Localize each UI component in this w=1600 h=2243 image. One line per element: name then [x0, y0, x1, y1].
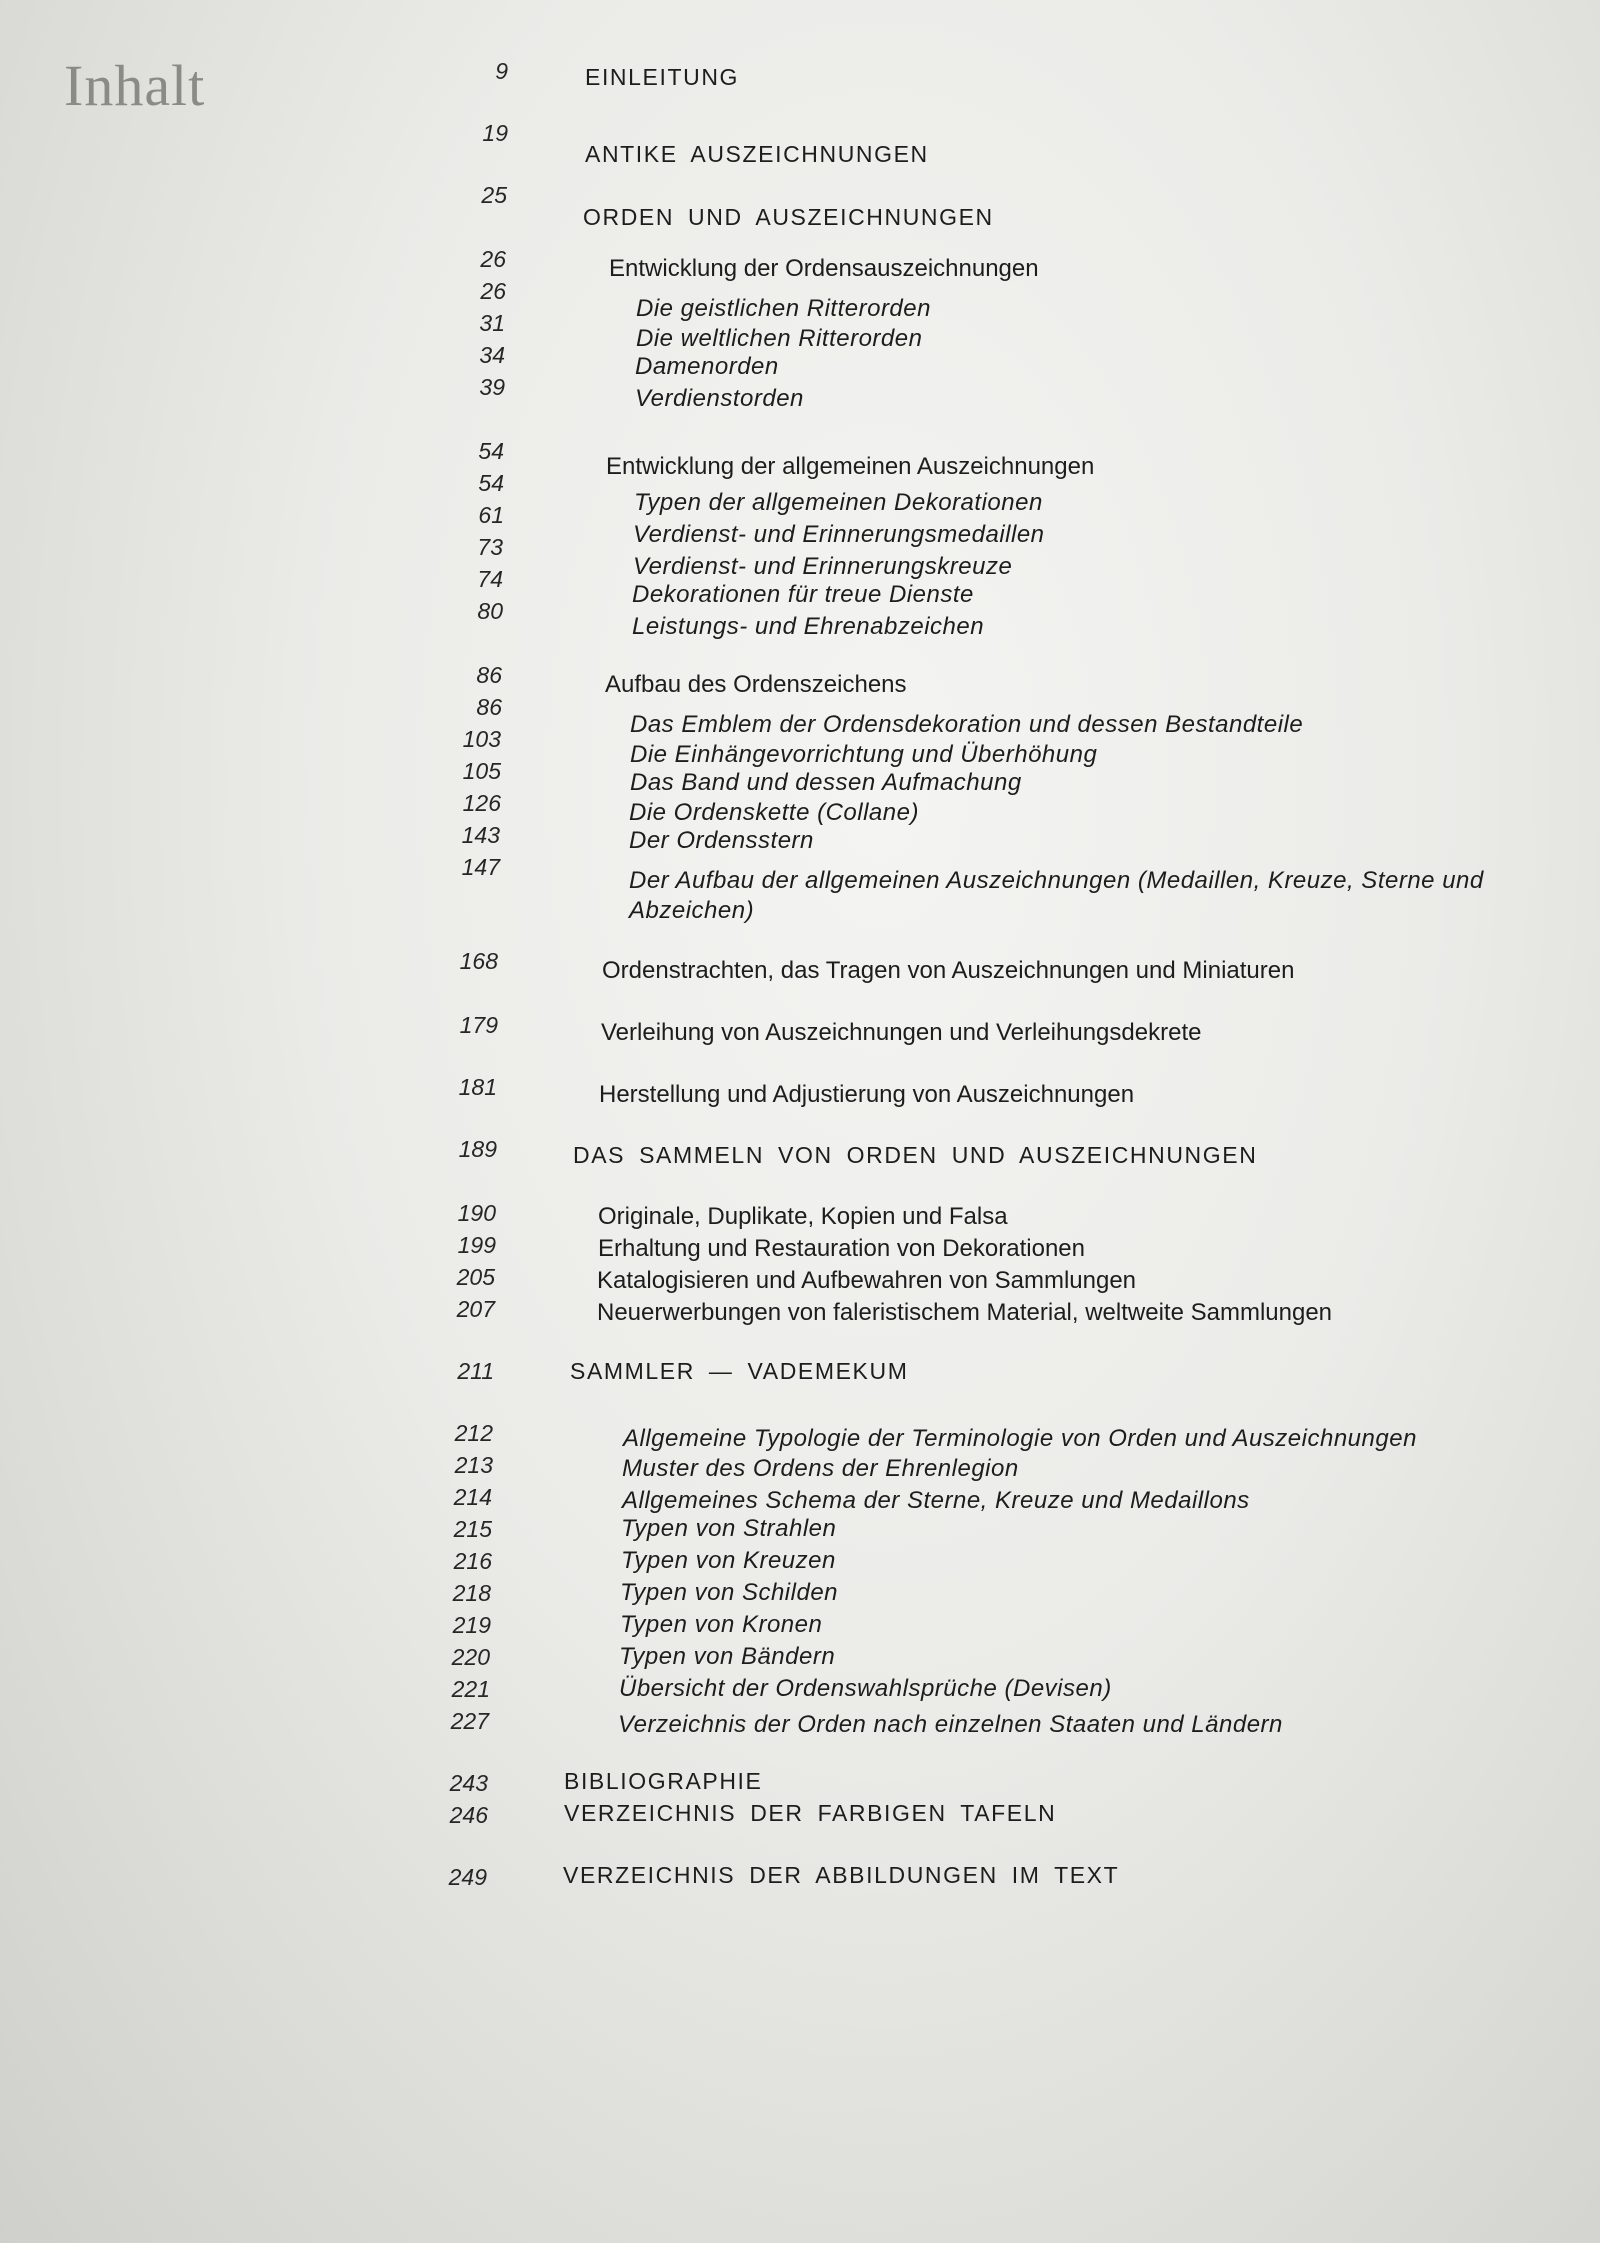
toc-entry: [0, 1862, 1600, 1896]
toc-title: Entwicklung der Ordensauszeichnungen: [609, 255, 1039, 282]
toc-page-number: 105: [462, 758, 501, 784]
toc-page-number: 212: [454, 1420, 493, 1446]
toc-title: Entwicklung der allgemeinen Auszeichnungen: [606, 453, 1095, 480]
toc-entry: [0, 1578, 1600, 1612]
toc-entry: [0, 820, 1600, 854]
toc-title: Typen von Strahlen: [621, 1515, 837, 1542]
toc-page-number: 207: [456, 1296, 495, 1322]
toc-page-number: 19: [482, 120, 508, 146]
toc-entry: [0, 276, 1600, 322]
toc-entry: [0, 788, 1600, 826]
toc-page-number: 190: [457, 1200, 496, 1226]
toc-page-number: 221: [451, 1676, 490, 1702]
toc-title: Übersicht der Ordenswahlsprüche (Devisen): [619, 1675, 1112, 1702]
toc-title: Verzeichnis der Orden nach einzelnen Staaten und Ländern: [618, 1711, 1283, 1738]
toc-entry: [0, 1546, 1600, 1580]
toc-title: Verdienstorden: [635, 385, 804, 412]
toc-page-number: 9: [495, 58, 508, 84]
toc-title: Die Einhängevorrichtung und Überhöhung: [630, 741, 1098, 768]
toc-page-number: 61: [478, 502, 504, 528]
toc-title: Das Band und dessen Aufmachung: [630, 769, 1022, 796]
toc-page-number: 249: [448, 1864, 487, 1890]
toc-entry: [0, 724, 1600, 768]
toc-entry: [0, 852, 1600, 922]
toc-title: VERZEICHNIS DER FARBIGEN TAFELN: [564, 1800, 1057, 1826]
toc-title: Dekorationen für treue Dienste: [632, 581, 974, 608]
toc-page-number: 220: [451, 1644, 490, 1670]
toc-page-number: 181: [458, 1074, 497, 1100]
toc-entry: [0, 1198, 1600, 1232]
toc-title: Damenorden: [635, 353, 779, 380]
toc-title: Die geistlichen Ritterorden: [636, 295, 931, 322]
toc-entry: [0, 1706, 1600, 1740]
toc-entry: [0, 1610, 1600, 1644]
toc-entry: [0, 436, 1600, 480]
toc-title: Erhaltung und Restauration von Dekorationen: [598, 1235, 1085, 1262]
toc-page-number: 80: [477, 598, 503, 624]
toc-entry: [0, 1450, 1600, 1484]
toc-entry: [0, 308, 1600, 352]
toc-page-number: 211: [457, 1358, 494, 1384]
toc-page-number: 219: [452, 1612, 491, 1638]
toc-title: DAS SAMMELN VON ORDEN UND AUSZEICHNUNGEN: [573, 1142, 1258, 1168]
toc-page-number: 103: [462, 726, 501, 752]
toc-entry: [0, 1010, 1600, 1044]
toc-title: Verdienst- und Erinnerungsmedaillen: [633, 521, 1045, 548]
toc-entry: [0, 756, 1600, 796]
toc-entry: [0, 1674, 1600, 1708]
toc-title: Typen der allgemeinen Dekorationen: [634, 489, 1043, 516]
toc-title: ORDEN UND AUSZEICHNUNGEN: [583, 204, 994, 230]
toc-entry: [0, 1482, 1600, 1516]
toc-entry: [0, 118, 1600, 167]
toc-entry: [0, 56, 1600, 90]
toc-title: Verdienst- und Erinnerungskreuze: [633, 553, 1013, 580]
toc-title: Verleihung von Auszeichnungen und Verleihungsdekrete: [601, 1019, 1202, 1046]
toc-entry: [0, 1294, 1600, 1328]
toc-page-number: 216: [453, 1548, 492, 1574]
toc-page-number: 199: [457, 1232, 496, 1258]
toc-page-number: 26: [480, 246, 506, 272]
toc-title: Allgemeine Typologie der Terminologie von Orden und Auszeichnungen: [623, 1425, 1417, 1452]
toc-page-number: 179: [459, 1012, 498, 1038]
toc-title: Typen von Schilden: [620, 1579, 839, 1606]
toc-title: Die weltlichen Ritterorden: [636, 325, 923, 352]
toc-entry: [0, 692, 1600, 738]
toc-title: Typen von Kreuzen: [621, 1547, 836, 1574]
toc-entry: [0, 180, 1600, 230]
page-heading: Inhalt: [64, 53, 206, 118]
toc-page-number: 243: [449, 1770, 488, 1796]
toc-page-number: 39: [479, 374, 505, 400]
toc-entry: [0, 1356, 1600, 1390]
toc-page-number: 54: [478, 438, 504, 464]
toc-entry: [0, 564, 1600, 608]
toc-title: Muster des Ordens der Ehrenlegion: [622, 1455, 1019, 1482]
toc-title: ANTIKE AUSZEICHNUNGEN: [585, 141, 929, 167]
toc-page-number: 74: [477, 566, 503, 592]
toc-title: Der Aufbau der allgemeinen Auszeichnungen (Medaillen, Kreuze, Sterne und Abzeichen): [629, 867, 1484, 924]
toc-page-number: 205: [456, 1264, 495, 1290]
toc-entry: [0, 1800, 1600, 1834]
toc-page-number: 143: [461, 822, 500, 848]
toc-page-number: 214: [453, 1484, 492, 1510]
toc-entry: [0, 372, 1600, 412]
toc-entry: [0, 596, 1600, 640]
toc-page-number: 218: [452, 1580, 491, 1606]
toc-page-number: 213: [454, 1452, 493, 1478]
toc-page-number: 147: [461, 854, 500, 880]
toc-entry: [0, 1418, 1600, 1452]
toc-title: Das Emblem der Ordensdekoration und dessen Bestandteile: [630, 711, 1304, 738]
toc-entry: [0, 1514, 1600, 1548]
toc-title: Katalogisieren und Aufbewahren von Sammlungen: [597, 1267, 1137, 1294]
toc-page-number: 168: [459, 948, 498, 974]
toc-title: Neuerwerbungen von faleristischem Material, weltweite Sammlungen: [597, 1299, 1333, 1326]
toc-title: Die Ordenskette (Collane): [629, 799, 919, 826]
toc-page-number: 31: [479, 310, 505, 336]
toc-page-number: 73: [477, 534, 503, 560]
toc-title: Aufbau des Ordenszeichens: [605, 671, 907, 698]
toc-page-number: 189: [458, 1136, 497, 1162]
toc-title: BIBLIOGRAPHIE: [564, 1768, 763, 1794]
toc-entry: [0, 1642, 1600, 1676]
toc-entry: [0, 244, 1600, 282]
toc-entry: [0, 1134, 1600, 1168]
toc-title: SAMMLER — VADEMEKUM: [570, 1358, 909, 1384]
toc-title: Originale, Duplikate, Kopien und Falsa: [598, 1203, 1008, 1230]
toc-page-number: 126: [462, 790, 501, 816]
toc-entry: [0, 946, 1600, 984]
toc-page-number: 34: [479, 342, 505, 368]
toc-entry: [0, 660, 1600, 698]
toc-entry: [0, 340, 1600, 380]
toc-page-number: 25: [481, 182, 507, 208]
toc-title: VERZEICHNIS DER ABBILDUNGEN IM TEXT: [563, 1862, 1120, 1888]
toc-page-number: 54: [478, 470, 504, 496]
toc-title: Der Ordensstern: [629, 827, 814, 854]
toc-title: Typen von Kronen: [620, 1611, 823, 1638]
toc-page-number: 86: [476, 694, 502, 720]
toc-title: Typen von Bändern: [619, 1643, 836, 1670]
toc-page-number: 227: [450, 1708, 489, 1734]
toc-title: Leistungs- und Ehrenabzeichen: [632, 613, 985, 640]
toc-entry: [0, 1262, 1600, 1296]
toc-entry: [0, 1768, 1600, 1802]
toc-title: EINLEITUNG: [585, 64, 740, 90]
toc-entry: [0, 1230, 1600, 1264]
toc-page-number: 246: [449, 1802, 488, 1828]
toc-entry: [0, 1072, 1600, 1106]
toc-title: Ordenstrachten, das Tragen von Auszeichnungen und Miniaturen: [602, 957, 1295, 984]
toc-page-number: 86: [476, 662, 502, 688]
toc-title: Allgemeines Schema der Sterne, Kreuze und Medaillons: [622, 1487, 1250, 1514]
toc-title: Herstellung und Adjustierung von Auszeichnungen: [599, 1081, 1135, 1108]
toc-page-number: 215: [453, 1516, 492, 1542]
toc-page-number: 26: [480, 278, 506, 304]
